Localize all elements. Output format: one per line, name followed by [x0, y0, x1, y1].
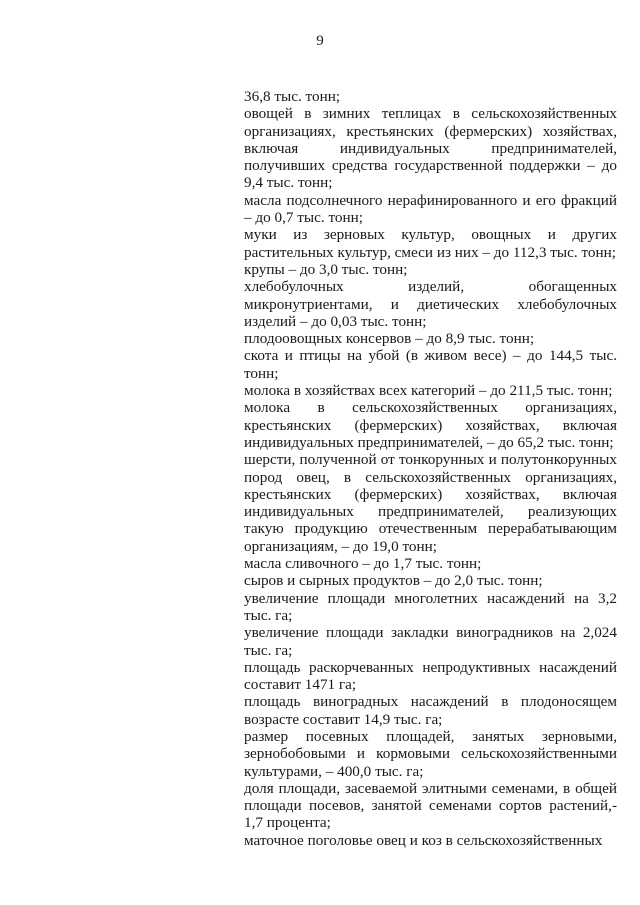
- paragraph: хлебобулочных изделий, обогащенных микронутриентами, и диетических хлебобулочных изделий – до 0,03 тыс. тонн;: [244, 278, 617, 330]
- paragraph: молока в сельскохозяйственных организациях, крестьянских (фермерских) хозяйствах, включая индивидуальных предпринимателей, – до 65,2 тыс. тонн;: [244, 399, 617, 451]
- paragraph: сыров и сырных продуктов – до 2,0 тыс. тонн;: [244, 572, 543, 590]
- paragraph: увеличение площади многолетних насаждений на 3,2 тыс. га;: [244, 589, 617, 624]
- paragraph: площадь раскорчеванных непродуктивных насаждений составит 1471 га;: [244, 658, 617, 694]
- paragraph: скота и птицы на убой (в живом весе) – до 144,5 тыс. тонн;: [244, 347, 617, 382]
- paragraph: размер посевных площадей, занятых зерновыми, зернобобовыми и кормовыми сельскохозяйственными культурами, – 400,0 тыс. га;: [244, 727, 617, 780]
- paragraph: увеличение площади закладки виноградников на 2,024 тыс. га;: [244, 624, 617, 659]
- paragraph: плодоовощных консервов – до 8,9 тыс. тонн;: [244, 330, 535, 348]
- paragraph: шерсти, полученной от тонкорунных и полутонкорунных пород овец, в сельскохозяйственных организациях, крестьянских (фермерских) хозяйствах, включая индивидуальных предпринимателей, реализующих такую продукцию отечественным перерабатывающим организациям, – до 19,0 тонн;: [244, 451, 617, 555]
- paragraph: овощей в зимних теплицах в сельскохозяйственных организациях, крестьянских (фермерских) хозяйствах, включая индивидуальных предпринимателей, получивших средства государственной поддержки – до 9,4 тыс. тонн;: [244, 105, 617, 192]
- document-body: [244, 88, 617, 849]
- paragraph: крупы – до 3,0 тыс. тонн;: [244, 260, 408, 278]
- paragraph: масла сливочного – до 1,7 тыс. тонн;: [244, 555, 482, 573]
- page-number: 9: [316, 33, 324, 49]
- paragraph: площадь виноградных насаждений в плодоносящем возрасте составит 14,9 тыс. га;: [244, 693, 617, 728]
- paragraph: молока в хозяйствах всех категорий – до 211,5 тыс. тонн;: [244, 382, 613, 400]
- paragraph: масла подсолнечного нерафинированного и его фракций – до 0,7 тыс. тонн;: [244, 191, 617, 227]
- paragraph: доля площади, засеваемой элитными семенами, в общей площади посевов, занятой семенами сортов растений,- 1,7 процента;: [244, 779, 617, 832]
- paragraph: маточное поголовье овец и коз в сельскохозяйственных: [244, 831, 603, 849]
- paragraph: муки из зерновых культур, овощных и других растительных культур, смеси из них – до 112,3 тыс. тонн;: [244, 226, 617, 261]
- paragraph: 36,8 тыс. тонн;: [244, 88, 341, 105]
